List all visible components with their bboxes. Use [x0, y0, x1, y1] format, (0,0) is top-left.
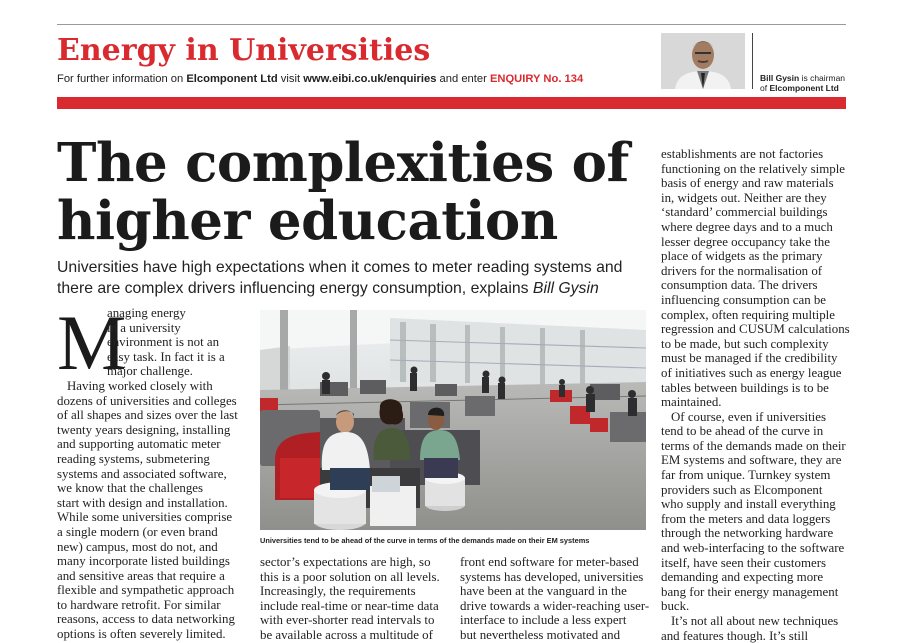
text-line: systems has developed, universities — [460, 569, 644, 584]
text-line: we know that the challenges — [57, 481, 204, 496]
headline — [57, 134, 657, 250]
column-4 — [661, 147, 851, 643]
text-line: functioning on the relatively simple — [661, 161, 846, 176]
text-line: sector’s expectations are high, so — [260, 555, 431, 569]
text-line: anaging energy — [107, 306, 186, 320]
standfirst-line-2 — [57, 278, 647, 299]
text-line: be available across a multitude of — [260, 627, 433, 642]
column-1 — [57, 299, 247, 642]
text-line: terms of the demands made on their — [661, 438, 846, 453]
text-line: front end software for meter-based — [460, 555, 639, 569]
photo-caption: Universities tend to be ahead of the curve in terms of the demands made on their EM systems — [260, 536, 590, 545]
section-title: Energy in Universities — [57, 33, 431, 68]
standfirst-text: there are complex drivers influencing energy consumption, explains — [57, 280, 533, 297]
text-line: of initiatives such as energy league — [661, 365, 842, 380]
text-line: major challenge. — [107, 364, 193, 379]
text-line: tend to be ahead of the curve in — [661, 424, 824, 439]
text-line: from the meters and data loggers — [661, 511, 831, 526]
text-line: but nevertheless motivated and — [460, 627, 621, 642]
info-enter: and enter — [436, 73, 490, 85]
text-line: demanding and expecting more — [661, 570, 824, 585]
top-rule — [57, 24, 846, 25]
text-line: lesser degree occupancy take the — [661, 234, 830, 249]
text-line: new) campus, most do not, and — [57, 539, 218, 554]
text-line: basis of energy and raw materials — [661, 176, 834, 191]
text-line: easy task. In fact it is a — [107, 349, 225, 364]
author-divider — [752, 33, 753, 89]
text-line: place of widgets as the primary — [661, 249, 823, 264]
text-line: in a university — [107, 320, 181, 335]
text-line: Of course, even if universities — [671, 409, 826, 424]
text-line: reading systems, submetering — [57, 451, 210, 466]
text-line: and supporting automatic meter — [57, 437, 221, 452]
text-line: EM systems and software, they are — [661, 453, 842, 468]
text-line: While some universities comprise — [57, 510, 233, 525]
text-line: far from unique. Turnkey system — [661, 468, 831, 483]
text-line: a single modern (or even brand — [57, 524, 218, 539]
text-line: flexible and sympathetic approach — [57, 583, 235, 598]
headline-line-1: The complexities of — [57, 132, 629, 194]
text-line: to hardware retrofit. For similar — [57, 597, 221, 612]
text-line: drive towards a wider-reaching user- — [460, 598, 650, 613]
text-line: must be managed if the credibility — [661, 351, 838, 366]
text-line: providers such as Elcomponent — [661, 482, 823, 497]
column-2 — [260, 555, 445, 643]
text-line: this is a poor solution on all levels. — [260, 569, 440, 584]
text-line: bang for their energy management — [661, 584, 839, 599]
text-line: Having worked closely with — [67, 378, 213, 393]
text-line: who supply and install everything — [661, 497, 836, 512]
info-visit: visit — [277, 73, 304, 85]
text-line: dozens of universities and colleges — [57, 393, 237, 408]
text-line: regression and CUSUM calculations — [661, 322, 850, 337]
text-line: twenty years designing, installing — [57, 422, 231, 437]
author-of: of — [760, 83, 770, 93]
headline-line-2: higher education — [57, 190, 558, 252]
text-line: through the networking hardware — [661, 526, 834, 541]
text-line: start with design and installation. — [57, 495, 228, 510]
text-line: maintained. — [661, 395, 722, 410]
author-name: Bill Gysin — [760, 73, 800, 83]
standfirst — [57, 257, 647, 299]
section-red-bar — [57, 97, 846, 109]
info-prefix: For further information on — [57, 73, 187, 85]
text-line: options is often severely limited. — [57, 627, 226, 642]
text-line: It’s not all about new techniques — [671, 614, 839, 628]
text-line: Increasingly, the requirements — [260, 584, 416, 599]
standfirst-line-1: Universities have high expectations when it comes to meter reading systems and — [57, 259, 623, 276]
enquiry-number: ENQUIRY No. 134 — [489, 73, 584, 85]
text-line: complex, often requiring multiple — [661, 307, 835, 322]
text-line: many incorporate listed buildings — [57, 554, 230, 569]
text-line: with ever-shorter read intervals to — [260, 613, 435, 628]
text-line: in, widgets out. Neither are they — [661, 190, 827, 205]
text-line: establishments are not factories — [661, 147, 824, 161]
text-line: itself, have seen their customers — [661, 555, 827, 570]
info-company: Elcomponent Ltd — [186, 73, 278, 85]
text-line: and sensitive areas that require a — [57, 568, 225, 583]
text-line: tables between buildings is to be — [661, 380, 829, 395]
column-3 — [460, 555, 650, 643]
text-line: to be made, but such complexity — [661, 336, 829, 351]
text-line: include real-time or near-time data — [260, 598, 439, 613]
text-line: ‘standard’ commercial buildings — [661, 205, 828, 220]
text-line: where degree days and to a much — [661, 219, 833, 234]
drop-cap: M — [57, 299, 127, 386]
author-photo — [661, 33, 745, 89]
standfirst-author: Bill Gysin — [532, 280, 599, 297]
text-line: drivers for the normalisation of — [661, 263, 823, 278]
info-url[interactable]: www.eibi.co.uk/enquiries — [303, 73, 437, 85]
author-note — [760, 73, 845, 93]
text-line: and features though. It’s still — [661, 628, 809, 643]
text-line: and web-interfacing to the software — [661, 541, 845, 556]
text-line: buck. — [661, 599, 690, 614]
text-line: have been at the vanguard in the — [460, 584, 627, 599]
text-line: consumption data. The drivers — [661, 278, 818, 293]
author-role: is chairman — [799, 73, 846, 83]
text-line: systems and associated software, — [57, 466, 227, 481]
text-line: influencing consumption can be — [661, 292, 827, 307]
enquiry-info — [57, 73, 583, 85]
text-line: reasons, access to data networking — [57, 612, 235, 627]
author-company: Elcomponent Ltd — [769, 83, 839, 93]
text-line: environment is not an — [107, 335, 220, 350]
main-photo — [260, 310, 646, 530]
text-line: interface to include a less expert — [460, 613, 627, 628]
text-line: of all shapes and sizes over the last — [57, 408, 238, 423]
